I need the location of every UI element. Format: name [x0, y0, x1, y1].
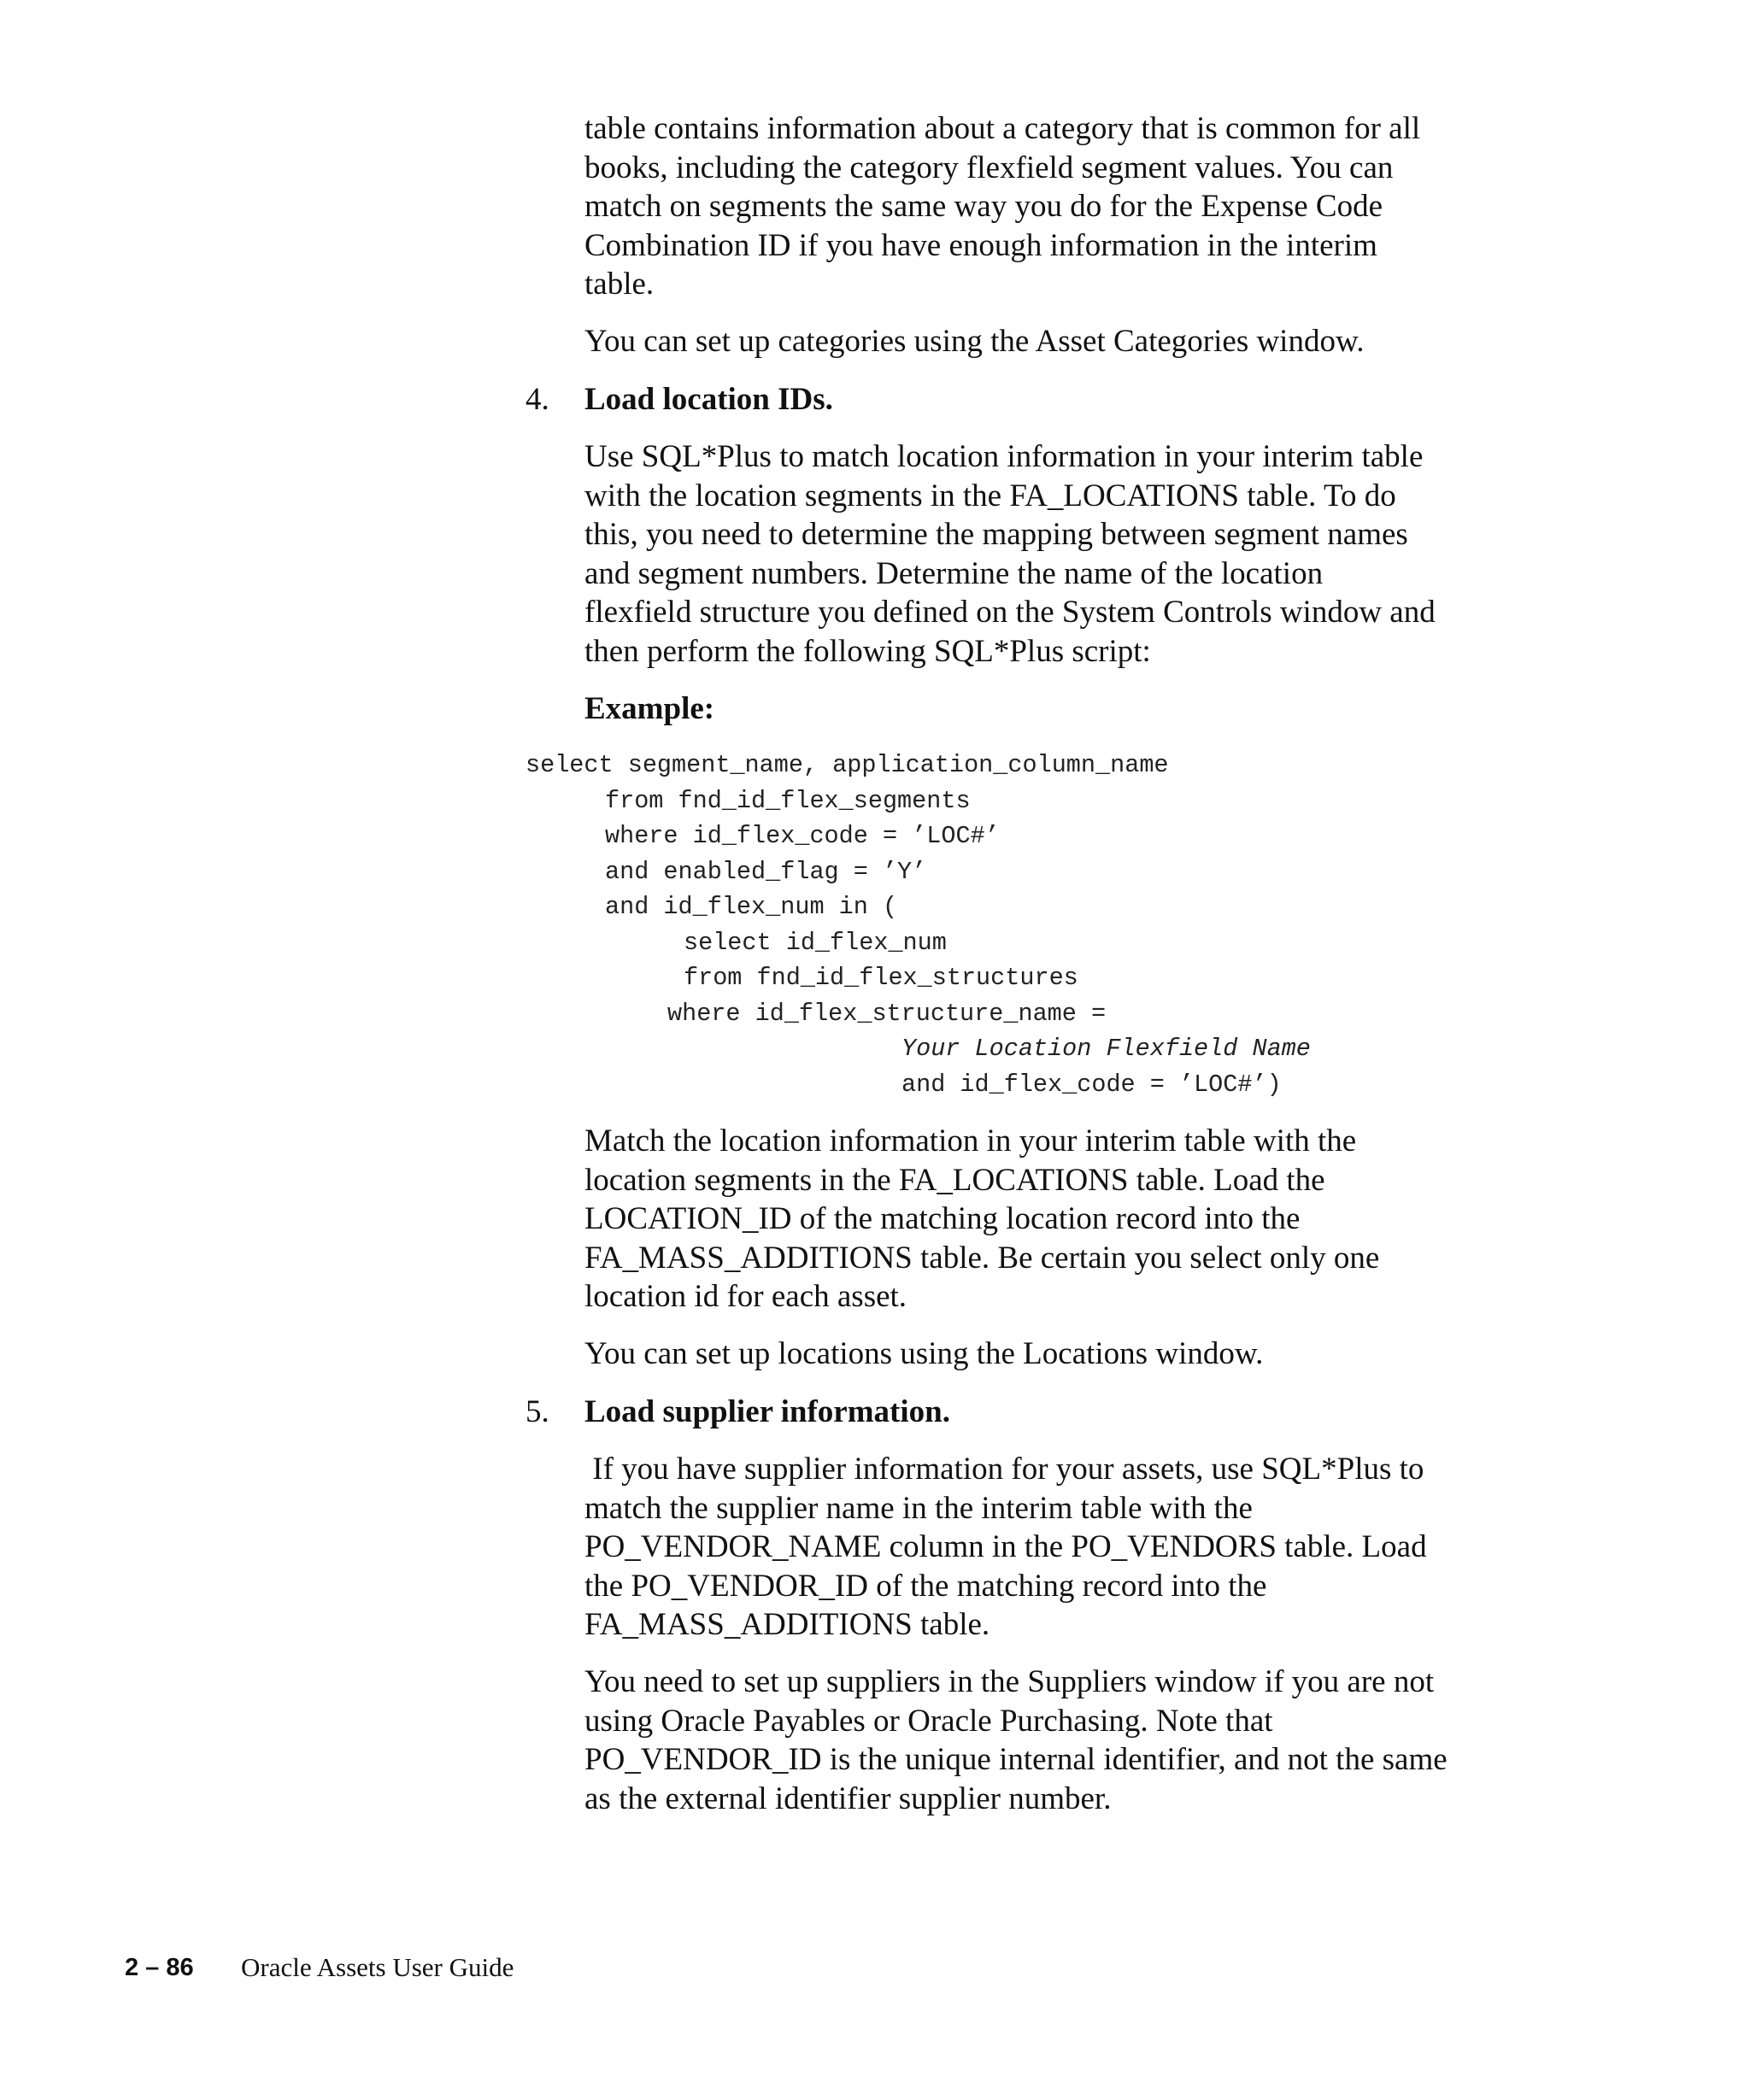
text-line: PO_VENDOR_NAME column in the PO_VENDORS table. Load	[584, 1529, 1427, 1564]
text-line: using Oracle Payables or Oracle Purchasing. Note that	[584, 1703, 1273, 1739]
text-line: flexfield structure you defined on the System Controls window and	[584, 595, 1436, 630]
step-4-match-paragraph	[584, 1122, 1567, 1317]
text-line: PO_VENDOR_ID is the unique internal identifier, and not the same	[584, 1742, 1448, 1777]
text-line: match on segments the same way you do for the Expense Code	[584, 189, 1383, 224]
text-line: Use SQL*Plus to match location information in your interim table	[584, 439, 1424, 474]
step-4-number: 4.	[526, 382, 549, 417]
code-line: where id_flex_code = ’LOC#’	[605, 822, 1000, 850]
text-line: LOCATION_ID of the matching location record into the	[584, 1201, 1301, 1236]
step-5-heading: Load supplier information.	[584, 1394, 950, 1429]
book-title: Oracle Assets User Guide	[241, 1952, 514, 1982]
text-line: books, including the category flexfield segment values. You can	[584, 150, 1394, 185]
text-line: FA_MASS_ADDITIONS table. Be certain you select only one	[584, 1240, 1380, 1276]
code-line: select id_flex_num	[684, 929, 947, 957]
code-line: and enabled_flag = ’Y’	[605, 858, 927, 886]
text-line: match the supplier name in the interim table with the	[584, 1490, 1253, 1526]
text-line: the PO_VENDOR_ID of the matching record into the	[584, 1568, 1267, 1604]
text-line: then perform the following SQL*Plus script:	[584, 633, 1151, 669]
text-line: Match the location information in your interim table with the	[584, 1123, 1357, 1159]
code-line: select segment_name, application_column_name	[526, 751, 1169, 779]
text-line: You need to set up suppliers in the Suppliers window if you are not	[584, 1664, 1435, 1699]
text-line: location id for each asset.	[584, 1279, 907, 1314]
step-4-heading: Load location IDs.	[584, 382, 833, 417]
text-line: Combination ID if you have enough information in the interim	[584, 227, 1377, 263]
suppliers-note	[584, 1663, 1567, 1818]
categories-note: You can set up categories using the Asset Categories window.	[584, 324, 1365, 359]
code-line: and id_flex_code = ’LOC#’)	[901, 1071, 1282, 1099]
text-line: as the external identifier supplier number.	[584, 1780, 1112, 1816]
text-line: with the location segments in the FA_LOCATIONS table. To do	[584, 478, 1396, 513]
text-line: table.	[584, 267, 655, 302]
code-line: and id_flex_num in (	[605, 893, 898, 921]
text-line: table contains information about a category that is common for all	[584, 111, 1421, 146]
intro-paragraph	[584, 109, 1567, 304]
code-placeholder: Your Location Flexfield Name	[901, 1035, 1311, 1063]
step-5-number: 5.	[526, 1394, 549, 1429]
text-line: location segments in the FA_LOCATIONS table. Load the	[584, 1162, 1325, 1198]
text-line: FA_MASS_ADDITIONS table.	[584, 1607, 990, 1642]
example-label: Example:	[584, 691, 715, 726]
code-line: from fnd_id_flex_segments	[605, 787, 971, 815]
step-4-body	[584, 437, 1567, 671]
step-5-body	[584, 1450, 1567, 1645]
code-line: where id_flex_structure_name =	[667, 1000, 1107, 1028]
text-line: this, you need to determine the mapping between segment names	[584, 517, 1408, 552]
page-number: 2 – 86	[125, 1954, 194, 1981]
text-line: and segment numbers. Determine the name of the location	[584, 555, 1324, 591]
code-line: from fnd_id_flex_structures	[684, 964, 1078, 992]
text-line: If you have supplier information for your assets, use SQL*Plus to	[584, 1452, 1424, 1487]
locations-note: You can set up locations using the Locations window.	[584, 1336, 1264, 1371]
